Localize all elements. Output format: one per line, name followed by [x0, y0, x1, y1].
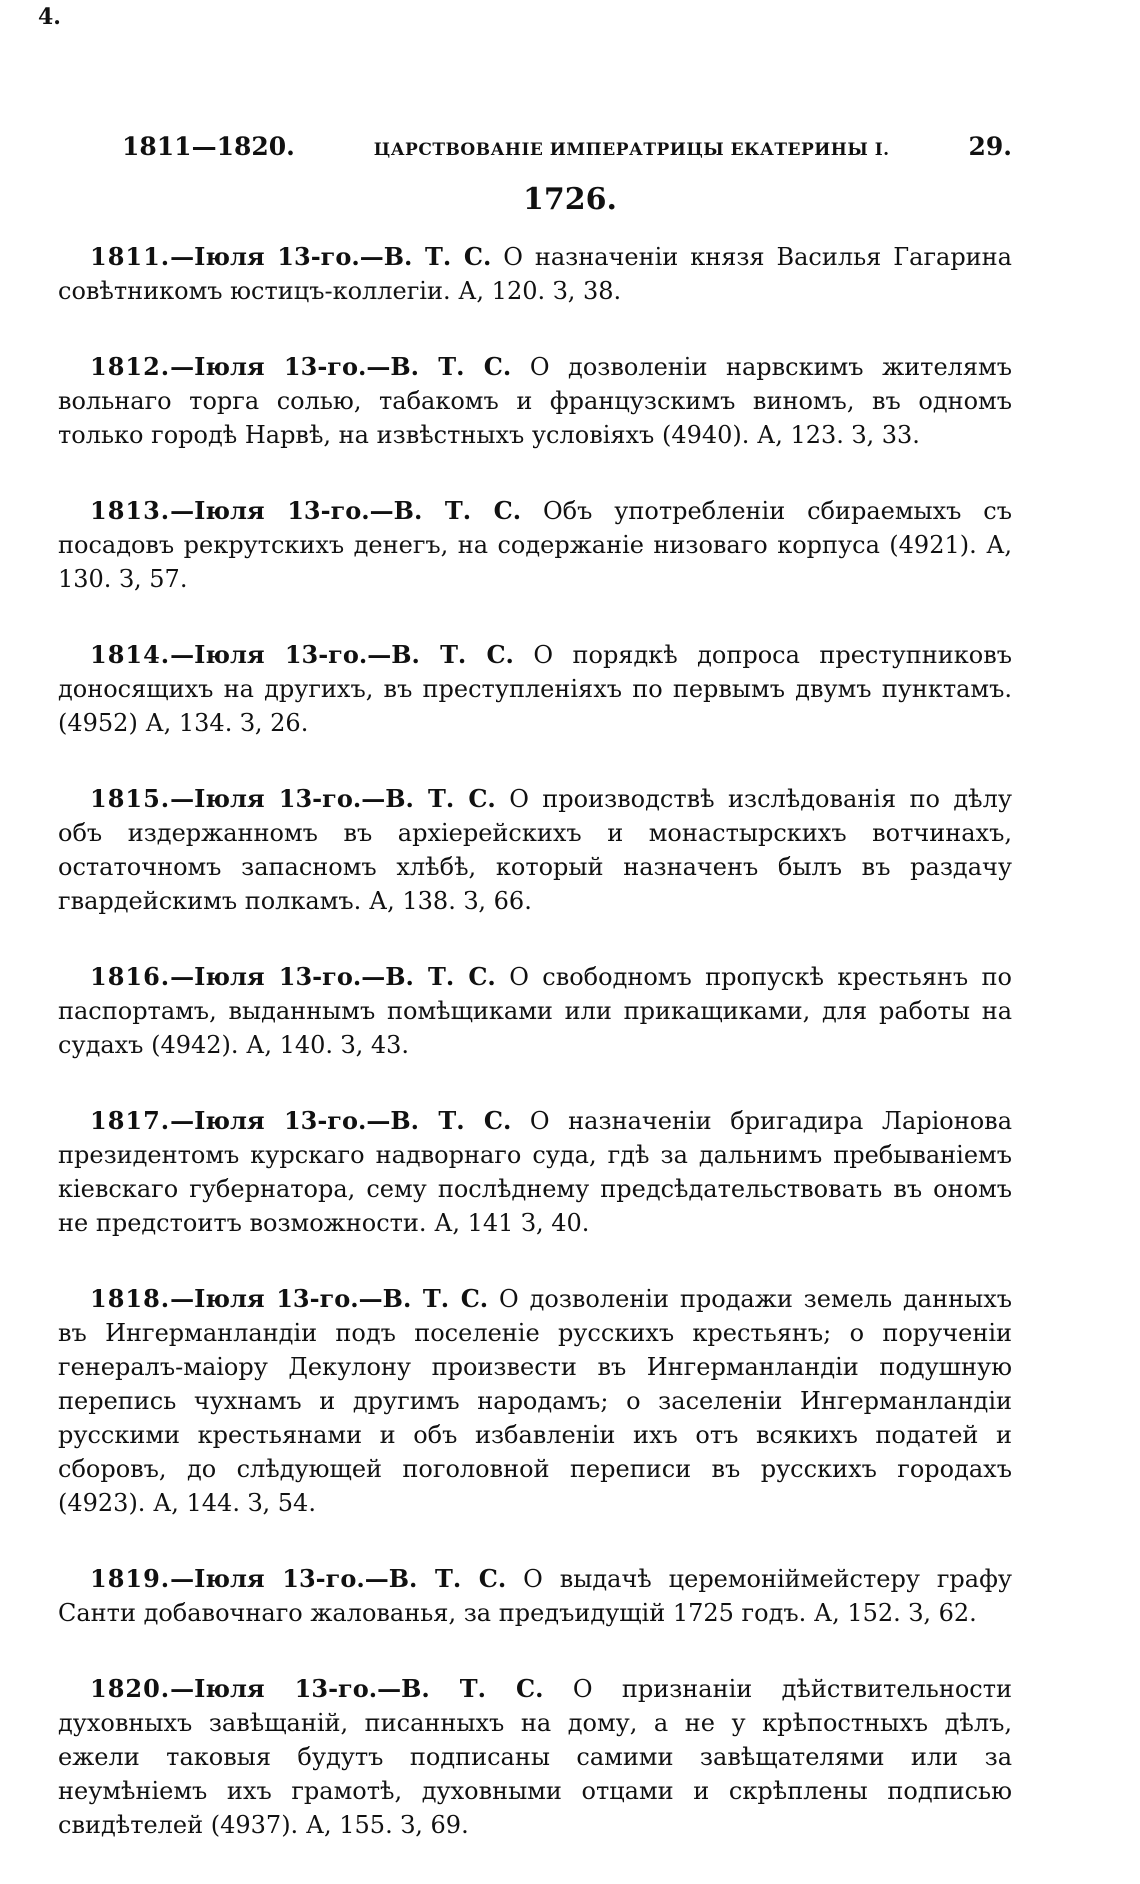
entry-1817: [58, 1104, 1012, 1240]
entry-date: —Іюля 13-го.—: [170, 1564, 389, 1593]
entry-text: О выдачѣ церемоніймейстеру графу Санти добавочнаго жалованья, за предъидущій 1725 годъ.: [58, 1565, 1012, 1627]
entry-text: Объ употребленіи сбираемыхъ съ посадовъ рекрутскихъ денегъ, на содержаніе низоваго корпуса (4921).: [58, 497, 1012, 559]
entry-number: 1816.: [90, 962, 171, 991]
entry-text: О признаніи дѣйствительности духовныхъ завѣщаній, писанныхъ на дому, а не у крѣпостныхъ дѣлъ, ежели таковыя будутъ подписаны самими завѣщателями или за неумѣніемъ ихъ грамотѣ, духовными отцами и скрѣплены подписью свидѣтелей (4937).: [58, 1675, 1013, 1839]
entry-number: 1812.: [90, 352, 171, 381]
entry-refs: А, 140. З, 43.: [246, 1031, 410, 1059]
entry-1811: [58, 240, 1012, 308]
entry-text: О порядкѣ допроса преступниковъ доносящихъ на другихъ, въ преступленіяхъ по первымъ двумъ пунктамъ. (4952): [58, 641, 1012, 737]
header-title: ЦАРСТВОВАНІЕ ИМПЕРАТРИЦЫ ЕКАТЕРИНЫ I.: [373, 140, 890, 160]
entry-source: В. Т. С.: [390, 1106, 512, 1135]
entry-text: О назначеніи бригадира Ларіонова президентомъ курскаго надворнаго суда, гдѣ за дальнимъ пребываніемъ кіевскаго губернатора, сему послѣднему предсѣдательствовать въ ономъ не предстоитъ возможности.: [58, 1107, 1013, 1237]
entry-number: 1814.: [90, 640, 171, 669]
entry-number: 1817.: [90, 1106, 171, 1135]
entry-1815: [58, 782, 1012, 918]
entry-source: В. Т. С.: [388, 1564, 507, 1593]
entry-refs: А, 138. З, 66.: [368, 887, 532, 915]
entry-text: О назначеніи князя Василья Гагарина совѣтникомъ юстицъ-коллегіи.: [58, 243, 1012, 305]
entry-1818: [58, 1282, 1012, 1520]
entry-number: 1813.: [90, 496, 171, 525]
entry-date: —Іюля 13-го.—: [170, 496, 394, 525]
corner-mark: 4.: [38, 4, 61, 30]
entry-source: В. Т. С.: [401, 1674, 544, 1703]
entry-source: В. Т. С.: [385, 962, 496, 991]
entry-source: В. Т. С.: [383, 242, 492, 271]
entry-source: В. Т. С.: [391, 640, 514, 669]
entry-text: О свободномъ пропускѣ крестьянъ по паспортамъ, выданнымъ помѣщиками или прикащиками, для работы на судахъ (4942).: [58, 963, 1012, 1059]
entry-date: —Іюля 13-го.—: [170, 640, 392, 669]
entries-list: [58, 240, 1012, 1884]
entry-source: В. Т. С.: [393, 496, 522, 525]
entry-date: —Іюля 13-го.—: [170, 1674, 402, 1703]
entry-refs: А, 134. З, 26.: [145, 709, 309, 737]
entry-text: О производствѣ изслѣдованія по дѣлу объ издержанномъ въ архіерейскихъ и монастырскихъ вотчинахъ, остаточномъ запасномъ хлѣбѣ, который назначенъ былъ въ раздачу гвардейскимъ полкамъ.: [58, 785, 1012, 915]
entry-1814: [58, 638, 1012, 740]
entry-source: В. Т. С.: [385, 784, 496, 813]
entry-source: В. Т. С.: [390, 352, 512, 381]
header-range: 1811—1820.: [122, 132, 295, 161]
entry-refs: А, 123. З, 33.: [757, 421, 920, 449]
entry-date: —Іюля 13-го.—: [170, 242, 384, 271]
entry-refs: А, 130. З, 57.: [58, 531, 1012, 593]
running-header: [122, 132, 1012, 168]
entry-1813: [58, 494, 1012, 596]
entry-refs: А, 141 З, 40.: [434, 1209, 590, 1237]
year-heading: 1726.: [523, 182, 617, 217]
entry-number: 1819.: [90, 1564, 171, 1593]
page-number: 29.: [968, 132, 1012, 161]
entry-refs: А, 120. З, 38.: [458, 277, 622, 305]
entry-number: 1815.: [90, 784, 171, 813]
entry-1812: [58, 350, 1012, 452]
entry-date: —Іюля 13-го.—: [170, 784, 386, 813]
entry-date: —Іюля 13-го.—: [170, 1106, 391, 1135]
entry-1819: [58, 1562, 1012, 1630]
entry-refs: А, 144. З, 54.: [153, 1489, 316, 1517]
entry-1820: [58, 1672, 1012, 1842]
entry-number: 1818.: [90, 1284, 171, 1313]
entry-1816: [58, 960, 1012, 1062]
entry-number: 1811.: [90, 242, 171, 271]
entry-text: О дозволеніи продажи земель данныхъ въ Ингерманландіи подъ поселеніе русскихъ крестьянъ; о порученіи генералъ-маіору Декулону произвести въ Ингерманландіи подушную перепись чухнамъ и другимъ народамъ; о заселеніи Ингерманландіи русскими крестьянами и объ избавленіи ихъ отъ всякихъ податей и сборовъ, до слѣдующей поголовной переписи въ русскихъ городахъ (4923).: [58, 1285, 1012, 1517]
entry-text: О дозволеніи нарвскимъ жителямъ вольнаго торга солью, табакомъ и французскимъ виномъ, въ одномъ только городѣ Нарвѣ, на извѣстныхъ условіяхъ (4940).: [58, 353, 1012, 449]
entry-refs: А, 155. З, 69.: [305, 1811, 469, 1839]
entry-date: —Іюля 13-го.—: [170, 962, 386, 991]
entry-number: 1820.: [90, 1674, 171, 1703]
entry-date: —Іюля 13-го.—: [170, 1284, 383, 1313]
entry-date: —Іюля 13-го.—: [170, 352, 391, 381]
entry-source: В. Т. С.: [382, 1284, 489, 1313]
entry-refs: А, 152. З, 62.: [813, 1599, 977, 1627]
